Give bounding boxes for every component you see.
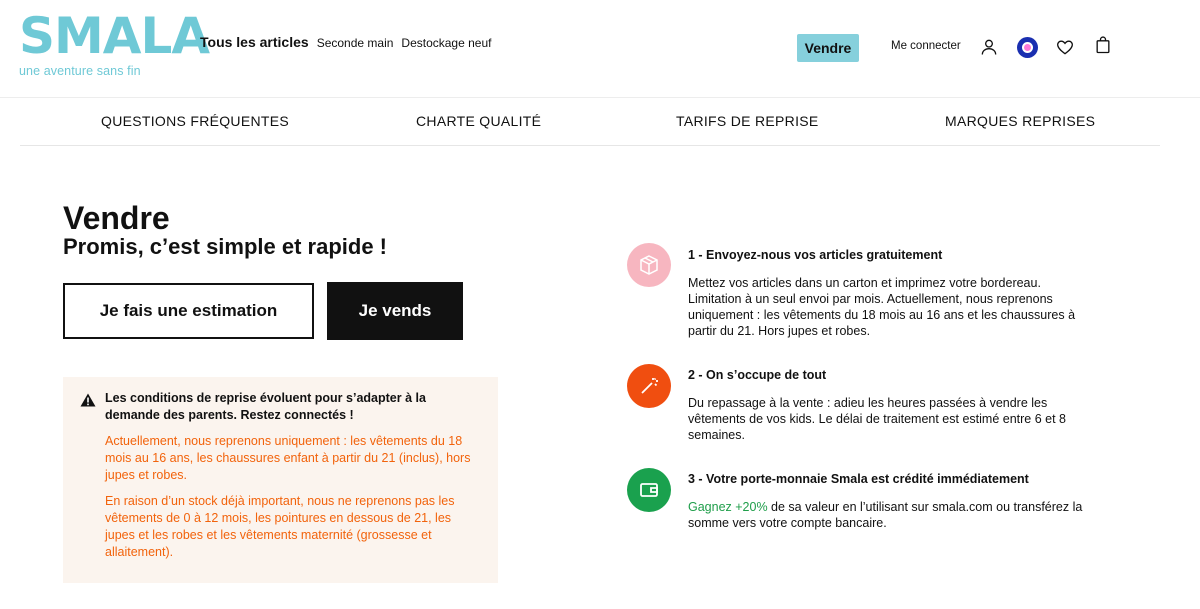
nav-new-clearance[interactable]: Destockage neuf [401,36,492,50]
login-link[interactable]: Me connecter [891,40,961,52]
estimate-button[interactable]: Je fais une estimation [63,283,314,339]
step-2-title: 2 - On s’occupe de tout [688,368,827,382]
warning-icon [80,393,96,407]
step-2-text: Du repassage à la vente : adieu les heures passées à vendre les vêtements de vos kids. Le délai de traitement est estimé entre 6 et 8 semaines. [688,396,1066,442]
shopping-bag-icon[interactable] [1092,34,1114,56]
step-3-bonus: Gagnez +20% [688,500,768,514]
sell-now-button[interactable]: Je vends [327,282,463,340]
nav-all-articles[interactable]: Tous les articles [200,34,309,50]
step-1-text: Mettez vos articles dans un carton et imprimez votre bordereau. Limitation à un seul envoi par mois. Actuellement, nous reprenons uniquement : les vêtements du 18 mois au 16 ans et les chaussures à partir du 21. Hors jupes et robes. [688,276,1076,338]
notice-heading: Les conditions de reprise évoluent pour s’adapter à la demande des parents. Restez connectés ! [105,391,426,422]
main-nav [200,34,491,50]
magic-wand-icon [627,364,671,408]
nav-second-hand[interactable]: Seconde main [316,36,394,50]
subnav-faq[interactable]: QUESTIONS FRÉQUENTES [101,113,290,129]
step-3-text [688,499,1093,531]
secondary-nav [20,98,1160,146]
box-icon [627,243,671,287]
logo[interactable] [19,7,210,78]
page-title: Vendre [63,200,170,236]
page-subtitle: Promis, c’est simple et rapide ! [63,234,388,259]
header-sell-button[interactable]: Vendre [797,34,859,62]
site-header [0,0,1200,98]
notice-paragraph-excluded: En raison d’un stock déjà important, nous ne reprenons pas les vêtements de 0 à 12 mois, les pointures en dessous de 21, les jupes et les robes et les vêtements maternité (grossesse et allaitement). [105,494,455,559]
user-icon[interactable] [978,36,1000,58]
notice-paragraph-current: Actuellement, nous reprenons uniquement : les vêtements du 18 mois au 16 ans, les chaussures enfant à partir du 21 (inclus), hors jupes et robes. [105,434,471,482]
wallet-icon [627,468,671,512]
heart-icon[interactable] [1054,36,1076,58]
step-3-title: 3 - Votre porte-monnaie Smala est crédité immédiatement [688,472,1029,486]
step-1-title: 1 - Envoyez-nous vos articles gratuitement [688,248,943,262]
buyback-conditions-notice [63,377,498,583]
logo-tagline: une aventure sans fin [19,64,141,78]
subnav-buyback-rates[interactable]: TARIFS DE REPRISE [676,113,819,129]
subnav-quality-charter[interactable]: CHARTE QUALITÉ [416,113,542,129]
smala-coin-icon[interactable] [1017,37,1038,58]
subnav-accepted-brands[interactable]: MARQUES REPRISES [945,113,1096,129]
logo-wordmark: SMALA [19,7,210,65]
step-3-text-rest: de sa valeur en l’utilisant sur smala.com ou transférez la somme vers votre compte bancaire. [688,500,1083,530]
